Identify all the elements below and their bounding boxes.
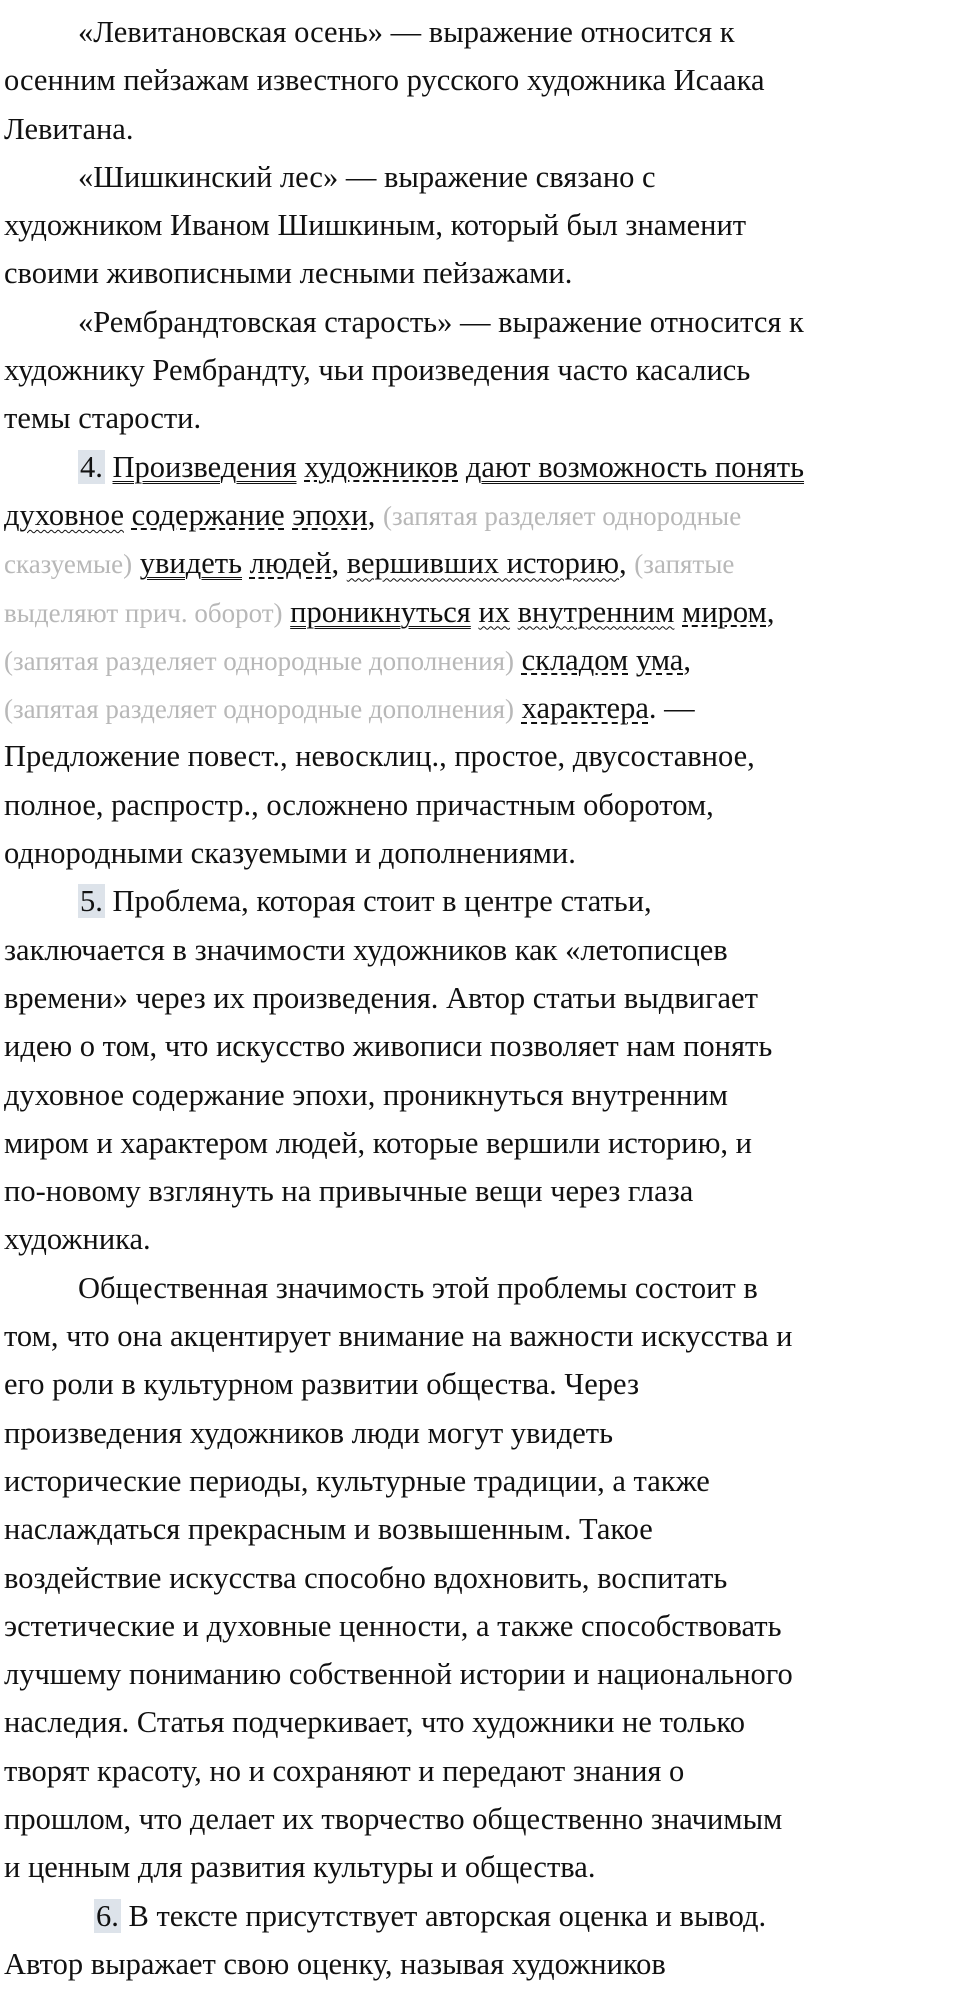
section-number: 4. [80,449,103,484]
object-word: людей [249,546,332,581]
sentence-end: . — [648,691,695,726]
text-line: наследия. Статья подчеркивает, что художники не только [4,1705,745,1740]
text-line: эстетические и духовные ценности, а также способствовать [4,1608,782,1643]
predicate-word: Произведения [112,449,297,484]
text-line: «Шишкинский лес» — выражение связано с [78,159,656,194]
object-word: ума [635,642,684,677]
text-line: Левитана. [4,111,134,146]
text-fragment: В тексте присутствует авторская оценка и вывод. [128,1898,767,1933]
text-line: по-новому взглянуть на привычные вещи через глаза [4,1174,694,1209]
grammar-note: (запятая разделяет однородные дополнения) [4,694,514,725]
text-line: идею о том, что искусство живописи позволяет нам понять [4,1029,773,1064]
section-4-line-4: выделяют прич. оборот) проникнуться их внутренним миром, [4,594,775,629]
text-line: темы старости. [4,401,202,436]
attribute-word: их [478,594,511,629]
predicate-word: проникнуться [290,594,471,629]
text-line: лучшему пониманию собственной истории и национального [4,1657,793,1692]
grammar-note: сказуемые) [4,549,133,580]
text-line: осенним пейзажам известного русского художника Исаака [4,63,765,98]
text-line: исторические периоды, культурные традиции, а также [4,1463,710,1498]
object-word: эпохи [292,497,368,532]
text-line: однородными сказуемыми и дополнениями. [4,836,576,871]
text-line: полное, распростр., осложнено причастным оборотом, [4,787,714,822]
section-4-line-1 [4,443,960,491]
participle-phrase: вершивших историю [346,546,620,581]
section-number: 5. [80,884,103,919]
grammar-note: (запятые [634,549,735,580]
text-line: Автор выражает свою оценку, называя художников [4,1946,666,1981]
section-4-line-5: (запятая разделяет однородные дополнения) складом ума, [4,642,691,677]
text-line: своими живописными лесными пейзажами. [4,256,573,291]
object-word: складом [521,642,629,677]
section-6-line-1 [4,1892,960,1940]
predicate-word: увидеть [139,546,243,581]
section-4-line-3: сказуемые) увидеть людей, вершивших историю, (запятые [4,546,735,581]
text-line: духовное содержание эпохи, проникнуться внутренним [4,1077,728,1112]
grammar-note: (запятая разделяет однородные дополнения) [4,645,514,676]
text-line: времени» через их произведения. Автор статьи выдвигает [4,980,758,1015]
text-line: художником Иваном Шишкиным, который был знаменит [4,208,747,243]
attribute-word: внутренним [517,594,675,629]
text-line: произведения художников люди могут увидеть [4,1415,614,1450]
text-line: «Левитановская осень» — выражение относится к [78,15,735,49]
attribute-word: духовное [4,497,124,532]
text-line: его роли в культурном развитии общества. Через [4,1367,639,1402]
grammar-note: выделяют прич. оборот) [4,597,283,628]
section-4-line-6 [4,684,960,732]
text-fragment: Проблема, которая стоит в центре статьи, [112,884,652,919]
text-line: художника. [4,1222,151,1257]
text-line: «Рембрандтовская старость» — выражение относится к [78,304,804,339]
text-line: воздействие искусства способно вдохновить, воспитать [4,1560,728,1595]
text-line: художнику Рембрандту, чьи произведения часто касались [4,353,751,388]
text-line: Общественная значимость этой проблемы состоит в [78,1270,758,1305]
text-line: творят красоту, но и сохраняют и передают знания о [4,1753,685,1788]
section-4-line-2: духовное содержание эпохи, (запятая разделяет однородные [4,497,742,532]
section-number: 6. [96,1898,119,1933]
section-5-line-1 [4,877,960,925]
object-word: характера [521,691,649,726]
object-word: содержание [131,497,285,532]
grammar-note: (запятая разделяет однородные [383,500,742,531]
text-line: Предложение повест., невосклиц., простое, двусоставное, [4,739,755,774]
text-line: и ценным для развития культуры и общества. [4,1850,596,1885]
text-line: заключается в значимости художников как «летописцев [4,932,728,967]
object-word: миром [682,594,767,629]
predicate-word: дают возможность понять [465,449,805,484]
text-line: том, что она акцентирует внимание на важности искусства и [4,1319,793,1354]
text-line: миром и характером людей, которые вершили историю, и [4,1125,752,1160]
text-line: прошлом, что делает их творчество общественно значимым [4,1801,783,1836]
text-line: наслаждаться прекрасным и возвышенным. Такое [4,1512,653,1547]
object-word: художников [304,449,459,484]
